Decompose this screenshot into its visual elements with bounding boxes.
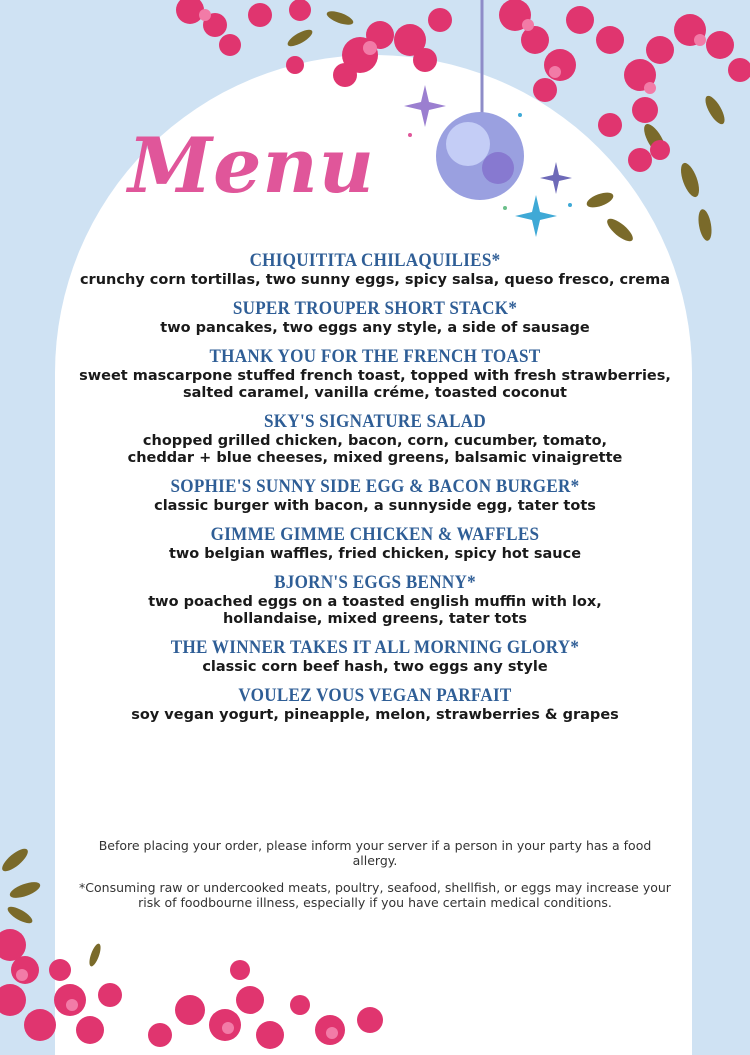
menu-item-name: THE WINNER TAKES IT ALL MORNING GLORY* [170, 637, 580, 658]
menu-item-name: BJORN'S EGGS BENNY* [274, 572, 476, 593]
menu-item-name: CHIQUITITA CHILAQUILIES* [249, 250, 501, 271]
menu-item-name: VOULEZ VOUS VEGAN PARFAIT [238, 685, 512, 706]
menu-items-list [75, 250, 675, 733]
menu-item [75, 524, 675, 563]
menu-item-name: THANK YOU FOR THE FRENCH TOAST [209, 346, 541, 367]
menu-item-name: SOPHIE'S SUNNY SIDE EGG & BACON BURGER* [170, 476, 580, 497]
menu-item [75, 637, 675, 676]
menu-item [75, 685, 675, 724]
menu-item [75, 476, 675, 515]
menu-item [75, 346, 675, 402]
menu-item [75, 572, 675, 628]
menu-item-description: two pancakes, two eggs any style, a side of sausage [160, 320, 590, 336]
menu-item-description: soy vegan yogurt, pineapple, melon, strawberries & grapes [131, 707, 619, 723]
consumption-advisory: *Consuming raw or undercooked meats, poultry, seafood, shellfish, or eggs may increase your risk of foodbourne illness, especially if you have certain medical conditions. [79, 880, 671, 910]
menu-item-description: classic corn beef hash, two eggs any style [202, 659, 548, 675]
menu-item-description: crunchy corn tortillas, two sunny eggs, spicy salsa, queso fresco, crema [79, 272, 671, 288]
menu-title: Menu [128, 121, 375, 210]
menu-item [75, 250, 675, 289]
menu-notes [75, 838, 675, 922]
allergy-notice: Before placing your order, please inform your server if a person in your party has a food allergy. [98, 838, 652, 868]
menu-item-name: SKY'S SIGNATURE SALAD [263, 411, 487, 432]
menu-item [75, 298, 675, 337]
menu-item-name: SUPER TROUPER SHORT STACK* [232, 298, 518, 319]
menu-item-name: GIMME GIMME CHICKEN & WAFFLES [210, 524, 540, 545]
menu-item-description: two poached eggs on a toasted english muffin with lox, hollandaise, mixed greens, tater tots [148, 594, 602, 627]
menu-item-description: sweet mascarpone stuffed french toast, topped with fresh strawberries, salted caramel, vanilla créme, toasted coconut [79, 368, 671, 401]
menu-item-description: chopped grilled chicken, bacon, corn, cucumber, tomato, cheddar + blue cheeses, mixed greens, balsamic vinaigrette [127, 433, 623, 466]
menu-item-description: two belgian waffles, fried chicken, spicy hot sauce [168, 546, 582, 562]
menu-item-description: classic burger with bacon, a sunnyside egg, tater tots [154, 498, 596, 514]
menu-item [75, 411, 675, 467]
